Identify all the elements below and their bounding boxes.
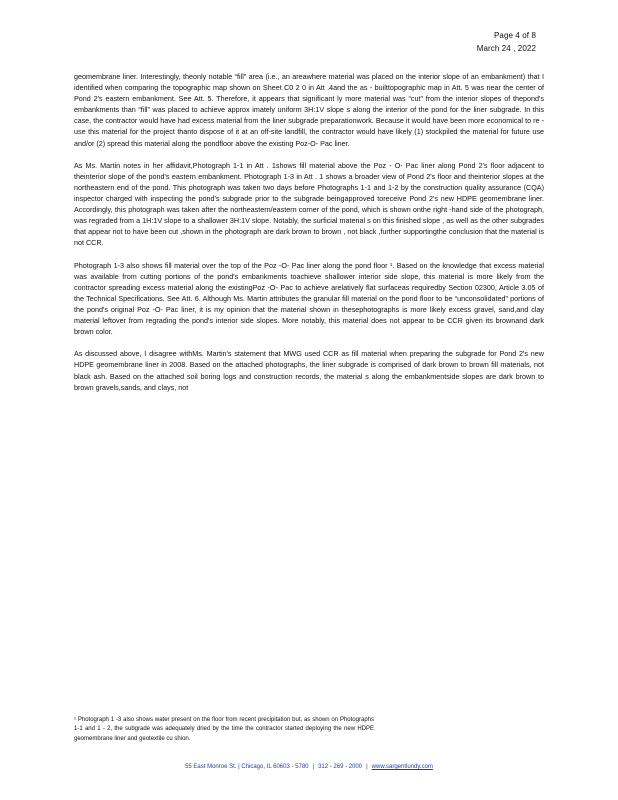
document-date: March 24 , 2022: [476, 44, 536, 53]
footer-separator: |: [366, 764, 368, 770]
paragraph-1: geomembrane liner. Interestingly, theonly notable “fill” area (i.e., an areawhere material was placed on the interior slope of an embankment) that I identified when comparing the topographic map shown on Sheet C0 2 0 in Att .4and the as - builttopographic map in Att. 5 was near the center of Pond 2's eastern embankment. See Att. 5. Therefore, it appears that significant ly more material was “cut” from the interior slopes of thepond's embankments than “fill” was placed to achieve approx imately uniform 3H:1V slope s along the interior of the pond for the liner subgrade. In this case, the contractor would have had excess material from the liner subgrade preparationwork. Because it would have been more economical to re -use this material for the project thanto dispose of it at an off-site landfill, the contractor would have likely (1) stockpiled the material for future use and/or (2) spread this material along the pondfloor above the existing Poz-O- Pac liner.: [74, 72, 544, 148]
body-text: [74, 71, 544, 404]
footnote: ¹ Photograph 1 -3 also shows water present on the floor from recent precipitation but, as shown on Photographs 1-1 and 1 - 2, the subgrade was adequately dried by the time the contractor started deploying the new HDPE geomembrane liner and geotextile cu shion.: [74, 717, 374, 742]
paragraph-4: As discussed above, I disagree withMs. Martin's statement that MWG used CCR as fill material when preparing the subgrade for Pond 2's new HDPE geomembrane liner in 2008. Based on the attached photographs, the liner subgrade is comprised of dark brown to brown fill materials, not black ash. Based on the attached soil boring logs and construction records, the material s along the embankmentside slopes are dark brown to brown gravels,sands, and clays, not: [74, 349, 544, 392]
footer-separator: |: [312, 764, 315, 770]
footer-address: 55 East Monroe St. | Chicago, IL 60603 - 5780: [185, 764, 309, 770]
footer-phone: 312 - 269 - 2000: [318, 764, 363, 770]
page-number: Page 4 of 8: [493, 31, 536, 40]
paragraph-3: Photograph 1-3 also shows fill material over the top of the Poz -O- Pac liner along the pond floor ¹. Based on the knowledge that excess material was available from cutting portions of the pond's embankments toachieve shallower interior side slope, this material is more likely from the contractor spreading excess material along the existingPoz -O- Pac to achieve arelatively flat surfaceas requiredby Section 02300, Article 3.05 of the Technical Specifications. See Att. 6. Although Ms. Martin attributes the granular fill material on the pond floor to be “unconsolidated” portions of the pond's original Poz -O- Pac liner, it is my opinion that the material shown in thesephotographs is more likely excess gravel, sand,and clay material leftover from regrading the pond's interior side slopes. More notably, this material does not appear to be CCR given its brownand dark brown color.: [74, 260, 544, 337]
page-footer: [0, 763, 618, 771]
paragraph-2: As Ms. Martin notes in her affidavit,Photograph 1-1 in Att . 1shows fill material above the Poz - O- Pac liner along Pond 2's floor adjacent to theinterior slope of the pond's eastern embankment. Photograph 1-3 in Att . 1 shows a broader view of Pond 2's floor and theinterior slopes at the northeastern end of the pond. This photograph was taken two days before Photographs 1-1 and 1-2 by the construction quality assurance (CQA) inspector charged with inspecting the pond's subgrade prior to the subgrade beingapproved toreceive Pond 2's new HDPE geomembrane liner. Accordingly, this photograph was taken after the northeastern/eastern corner of the pond, which is shown onthe right -hand side of the photograph, was regraded from a 1H:1V slope to a shallower 3H:1V slope. Notably, the surficial material s on this finished slope , as well as the other subgrades that appear not to have been cut ,shown in the photograph are dark brown to brown , not black ,further supportingthe conclusion that the material is not CCR.: [74, 160, 544, 248]
footer-website-link[interactable]: www.sargentlundy.com: [371, 764, 433, 770]
page-header: [477, 29, 536, 55]
